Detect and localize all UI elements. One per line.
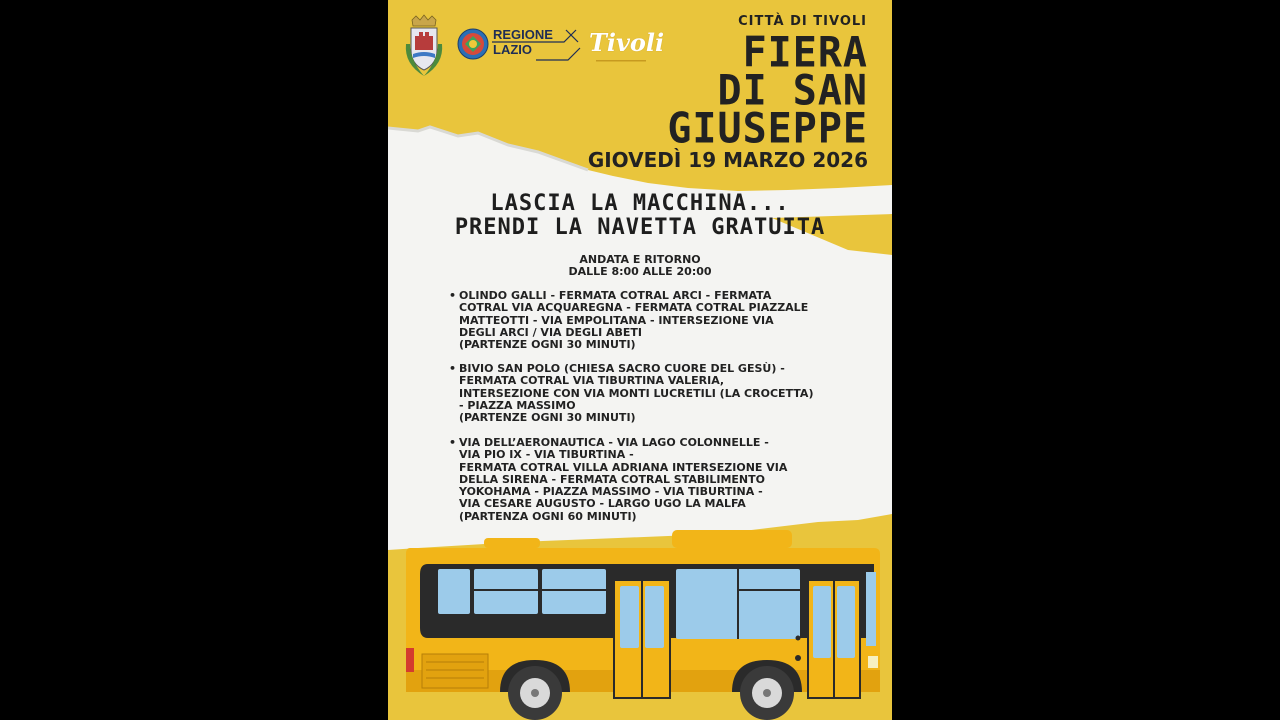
route-1-line-5: (PARTENZE OGNI 30 MINUTI) <box>459 338 636 352</box>
title-line-2: DI SAN <box>717 66 868 116</box>
route-2-line-5: (PARTENZE OGNI 30 MINUTI) <box>459 411 636 425</box>
title-line-3: GIUSEPPE <box>667 104 868 154</box>
lazio-text: LAZIO <box>493 42 532 57</box>
route-1-line-4: DEGLI ARCI / VIA DEGLI ABETI <box>459 325 642 339</box>
route-3-line-4: DELLA SIRENA - FERMATA COTRAL STABILIMENTO <box>459 472 765 486</box>
tivoli-logo <box>589 28 665 57</box>
route-3-line-2: VIA PIO IX - VIA TIBURTINA - <box>459 448 634 462</box>
regione-text: REGIONE <box>493 27 553 42</box>
route-3 <box>449 436 849 523</box>
route-1-line-2: COTRAL VIA ACQUAREGNA - FERMATA COTRAL PIAZZALE <box>459 301 809 315</box>
route-1-line-1: OLINDO GALLI - FERMATA COTRAL ARCI - FERMATA <box>459 289 772 302</box>
tivoli-logo-text: Tivoli <box>589 28 665 57</box>
route-2-line-2: FERMATA COTRAL VIA TIBURTINA VALERIA, <box>459 374 725 388</box>
event-date: GIOVEDÌ 19 MARZO 2026 <box>587 148 868 172</box>
route-3-line-5: YOKOHAMA - PIAZZA MASSIMO - VIA TIBURTINA - <box>459 485 763 499</box>
route-1-line-3: MATTEOTTI - VIA EMPOLITANA - INTERSEZIONE VIA <box>459 313 774 327</box>
poster <box>388 0 892 720</box>
tivoli-logo-underline-icon <box>596 58 646 64</box>
regione-lazio-swoosh-icon <box>492 26 582 62</box>
schedule-line-2: DALLE 8:00 ALLE 20:00 <box>568 265 712 278</box>
city-label: CITTÀ DI TIVOLI <box>738 14 867 29</box>
route-3-line-7: (PARTENZA OGNI 60 MINUTI) <box>459 509 637 523</box>
comune-crest-icon <box>402 14 446 78</box>
headline-line-2: PRENDI LA NAVETTA GRATUITA <box>454 215 826 240</box>
headline-line-1: LASCIA LA MACCHINA... <box>490 191 790 216</box>
route-1 <box>449 289 849 352</box>
route-2-line-1: BIVIO SAN POLO (CHIESA SACRO CUORE DEL GESÙ) - <box>459 362 785 375</box>
route-3-line-6: VIA CESARE AUGUSTO - LARGO UGO LA MALFA <box>459 497 746 511</box>
regione-lazio-logo-icon <box>456 27 490 61</box>
bus-illustration-icon <box>388 520 892 720</box>
route-2 <box>449 362 849 425</box>
bullet-icon: • <box>449 289 457 302</box>
schedule-line-1: ANDATA E RITORNO <box>579 253 701 266</box>
bullet-icon: • <box>449 362 457 375</box>
route-3-line-1: VIA DELL’AERONAUTICA - VIA LAGO COLONNELLE - <box>459 436 769 449</box>
route-3-line-3: FERMATA COTRAL VILLA ADRIANA INTERSEZIONE VIA <box>459 460 788 474</box>
title-line-1: FIERA <box>742 28 868 78</box>
route-2-line-3: INTERSEZIONE CON VIA MONTI LUCRETILI (LA CROCETTA) <box>459 386 814 400</box>
route-2-line-4: - PIAZZA MASSIMO <box>459 398 576 412</box>
bullet-icon: • <box>449 436 457 449</box>
